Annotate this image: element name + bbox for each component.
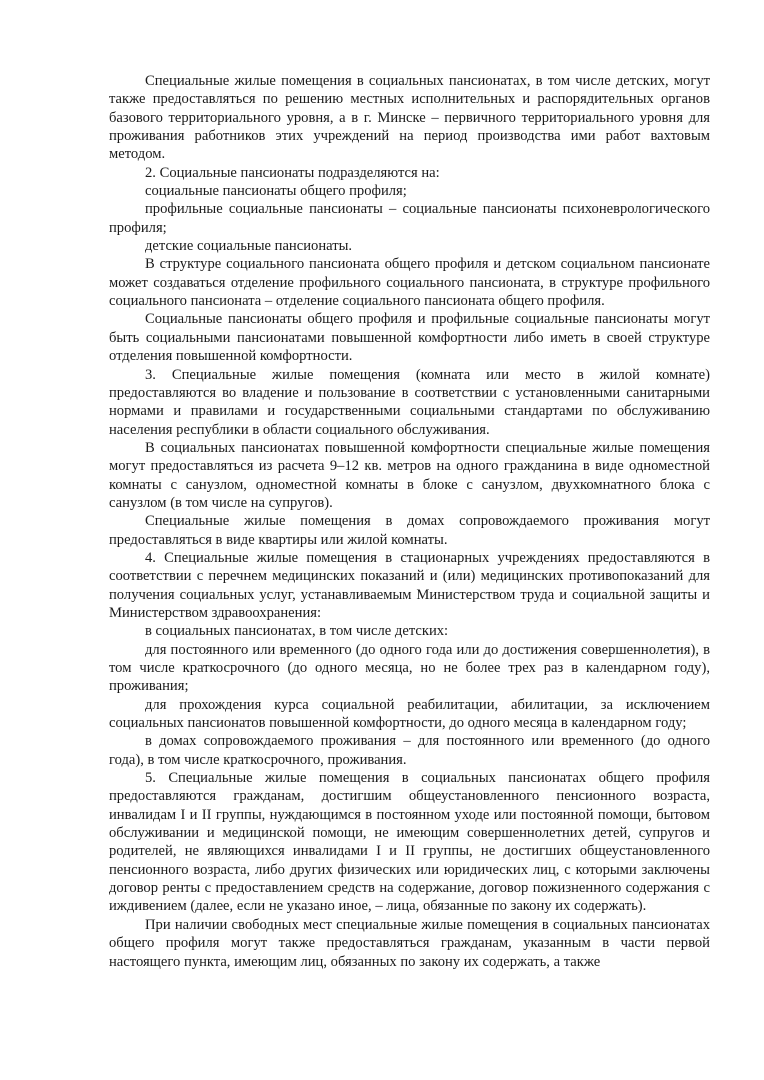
paragraph-7: Социальные пансионаты общего профиля и профильные социальные пансионаты могут быть социальными пансионатами повышенной комфортности либо иметь в своей структуре отделения повышенной комфортности. [109,311,710,365]
paragraph-14: для прохождения курса социальной реабилитации, абилитации, за исключением социальных пансионатов повышенной комфортности, до одного месяца в календарном году; [109,696,710,732]
paragraph-5: детские социальные пансионаты. [145,238,353,255]
paragraph-15: в домах сопровождаемого проживания – для постоянного или временного (до одного года), в том числе краткосрочного, проживания. [109,733,710,768]
paragraph-16: 5. Специальные жилые помещения в социальных пансионатах общего профиля предоставляются гражданам, достигшим общеустановленного пенсионного возраста, инвалидам I и II группы, нуждающимся в постоянном уходе или постоянной помощи, бытовом обслуживании и медицинской помощи, не имеющим совершеннолетних детей, супругов и родителей, не являющихся инвалидами I и II группы, не достигших общеустановленного пенсионного возраста, либо других физических или юридических лиц, с которыми заключены договор ренты с предоставлением средств на содержание, договор пожизненного содержания с иждивением (далее, если не указано иное, – лица, обязанные по закону их содержать). [109,770,710,915]
document-page [109,72,710,971]
paragraph-13: для постоянного или временного (до одного года или до достижения совершеннолетия), в том числе краткосрочного (до одного месяца, но не более трех раз в календарном году), проживания; [109,641,710,695]
paragraph-2: 2. Социальные пансионаты подразделяются на: [145,164,440,181]
paragraph-12: в социальных пансионатах, в том числе детских: [145,623,449,640]
paragraph-8: 3. Специальные жилые помещения (комната или место в жилой комнате) предоставляются во владение и пользование в соответствии с установленными санитарными нормами и правилами и государственными социальными стандартами по обслуживанию населения республики в области социального обслуживания. [109,366,710,438]
paragraph-1: Специальные жилые помещения в социальных пансионатах, в том числе детских, могут также предоставляться по решению местных исполнительных и распорядительных органов базового территориального уровня, а в г. Минске – первичного территориального уровня для проживания работников этих учреждений на период производства ими работ вахтовым методом. [109,73,710,163]
paragraph-4: профильные социальные пансионаты – социальные пансионаты психоневрологического профиля; [109,201,710,236]
paragraph-3: социальные пансионаты общего профиля; [145,183,407,200]
paragraph-9: В социальных пансионатах повышенной комфортности специальные жилые помещения могут предоставляться из расчета 9–12 кв. метров на одного гражданина в виде одноместной комнаты с санузлом, одноместной комнаты в блоке с санузлом, двухкомнатного блока с санузлом (в том числе на супругов). [109,439,710,511]
paragraph-6: В структуре социального пансионата общего профиля и детском социальном пансионате может создаваться отделение профильного социального пансионата, в структуре профильного социального пансионата – отделение социального пансионата общего профиля. [109,256,710,310]
paragraph-11: 4. Специальные жилые помещения в стационарных учреждениях предоставляются в соответствии с перечнем медицинских показаний и (или) медицинских противопоказаний для получения социальных услуг, устанавливаемым Министерством труда и социальной защиты и Министерством здравоохранения: [109,549,710,621]
paragraph-10: Специальные жилые помещения в домах сопровождаемого проживания могут предоставляться в виде квартиры или жилой комнаты. [109,513,710,548]
paragraph-17: При наличии свободных мест специальные жилые помещения в социальных пансионатах общего профиля могут также предоставляться гражданам, указанным в части первой настоящего пункта, имеющим лиц, обязанных по закону их содержать, а также [109,916,710,970]
